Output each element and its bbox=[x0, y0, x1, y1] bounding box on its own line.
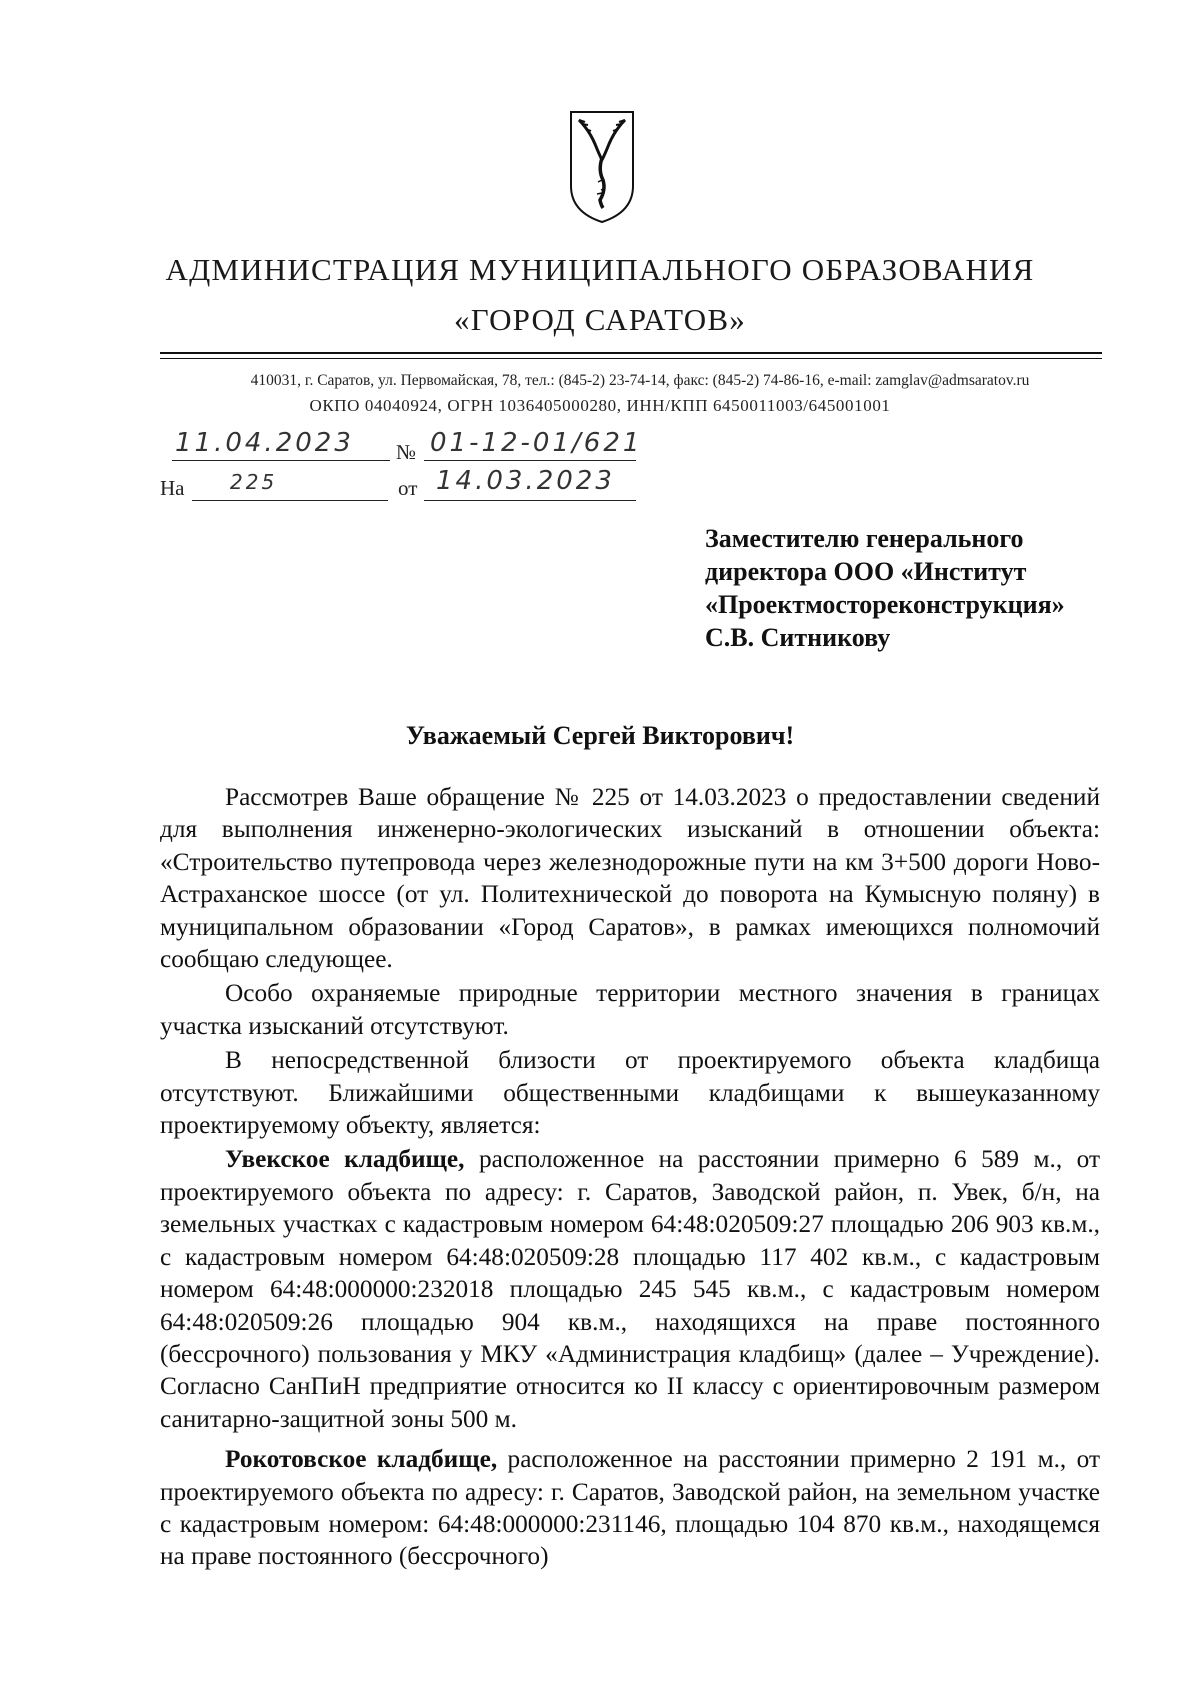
paragraph: Рассмотрев Ваше обращение № 225 от 14.03.2023 о предоставлении сведений для выполнения инженерно-экологических изысканий в отношении объекта: «Строительство путепровода через железнодорожные пути на км 3+500 дороги Ново-Астраханское шоссе (от ул. Политехнической до поворота на Кумысную поляну) в муниципальном образовании «Город Саратов», в рамках имеющихся полномочий сообщаю следующее. bbox=[160, 783, 1100, 974]
addressee-line: директора ООО «Институт bbox=[705, 557, 1027, 586]
paragraph bbox=[160, 1443, 1100, 1573]
reply-to-underline bbox=[192, 500, 388, 501]
cemetery-name: Увекское кладбище, bbox=[225, 1145, 465, 1174]
addressee-name: С.В. Ситникову bbox=[705, 623, 891, 652]
reply-to-label: На bbox=[160, 476, 185, 500]
reply-date-handwritten: 14.03.2023 bbox=[436, 466, 615, 496]
outgoing-date-handwritten: 11.04.2023 bbox=[175, 428, 354, 458]
number-label: № bbox=[396, 440, 417, 464]
addressee-line: Заместителю генерального bbox=[705, 524, 1024, 553]
paragraph-text: расположенное на расстоянии примерно 6 589 м., от проектируемого объекта по адресу: г. Саратов, Заводской район, п. Увек, б/н, на земельных участках с кадастровым номером 64:48:020509:27 площадью 206 903 кв.м., с кадастровым номером 64:48:020509:28 площадью 117 402 кв.м., с кадастровым номером 64:48:000000:232018 площадью 245 545 кв.м., с кадастровым номером 64:48:020509:26 площадью 904 кв.м., находящихся на праве постоянного (бессрочного) пользования у МКУ «Администрация кладбищ» (далее – Учреждение). Согласно СанПиН предприятие относится ко II классу с ориентировочным размером санитарно-защитной зоны 500 м. bbox=[160, 1145, 1101, 1433]
reply-date-label: от bbox=[398, 476, 418, 500]
cemetery-name: Рокотовское кладбище, bbox=[225, 1445, 498, 1474]
letter-body bbox=[160, 781, 1100, 1573]
paragraph: Особо охраняемые природные территории местного значения в границах участка изысканий отсутствуют. bbox=[160, 979, 1100, 1040]
header-divider-thin bbox=[160, 358, 1102, 359]
paragraph: В непосредственной близости от проектируемого объекта кладбища отсутствуют. Ближайшими общественными кладбищами к вышеуказанному проектируемому объекту, является: bbox=[160, 1046, 1100, 1140]
addressee-block bbox=[705, 522, 1065, 654]
organization-name-line1: АДМИНИСТРАЦИЯ МУНИЦИПАЛЬНОГО ОБРАЗОВАНИЯ bbox=[165, 252, 1035, 287]
organization-name-line2: «ГОРОД САРАТОВ» bbox=[454, 302, 746, 337]
outgoing-number-underline bbox=[424, 460, 636, 461]
organization-codes: ОКПО 04040924, ОГРН 1036405000280, ИНН/КПП 6450011003/645001001 bbox=[309, 396, 891, 415]
paragraph bbox=[160, 1143, 1100, 1435]
header-divider-thick bbox=[160, 352, 1102, 354]
addressee-line: «Проектмостореконструкция» bbox=[705, 590, 1065, 619]
salutation: Уважаемый Сергей Викторович! bbox=[405, 721, 795, 750]
paragraph-text: расположенное на расстоянии примерно 2 191 м., от проектируемого объекта по адресу: г. Саратов, Заводской район, на земельном участке с кадастровым номером: 64:48:000000:231146, площадью 104 870 кв.м., находящемся на праве постоянного (бессрочного) bbox=[160, 1445, 1100, 1571]
reply-date-underline bbox=[424, 500, 636, 501]
coat-of-arms-emblem bbox=[567, 108, 637, 226]
outgoing-number-handwritten: 01-12-01/621 bbox=[430, 428, 643, 458]
organization-address: 410031, г. Саратов, ул. Первомайская, 78, тел.: (845-2) 23-74-14, факс: (845-2) 74-86-16, e-mail: zamglav@admsaratov.ru bbox=[250, 372, 1030, 389]
outgoing-date-underline bbox=[172, 460, 390, 461]
reply-to-number-handwritten: 225 bbox=[230, 470, 278, 494]
